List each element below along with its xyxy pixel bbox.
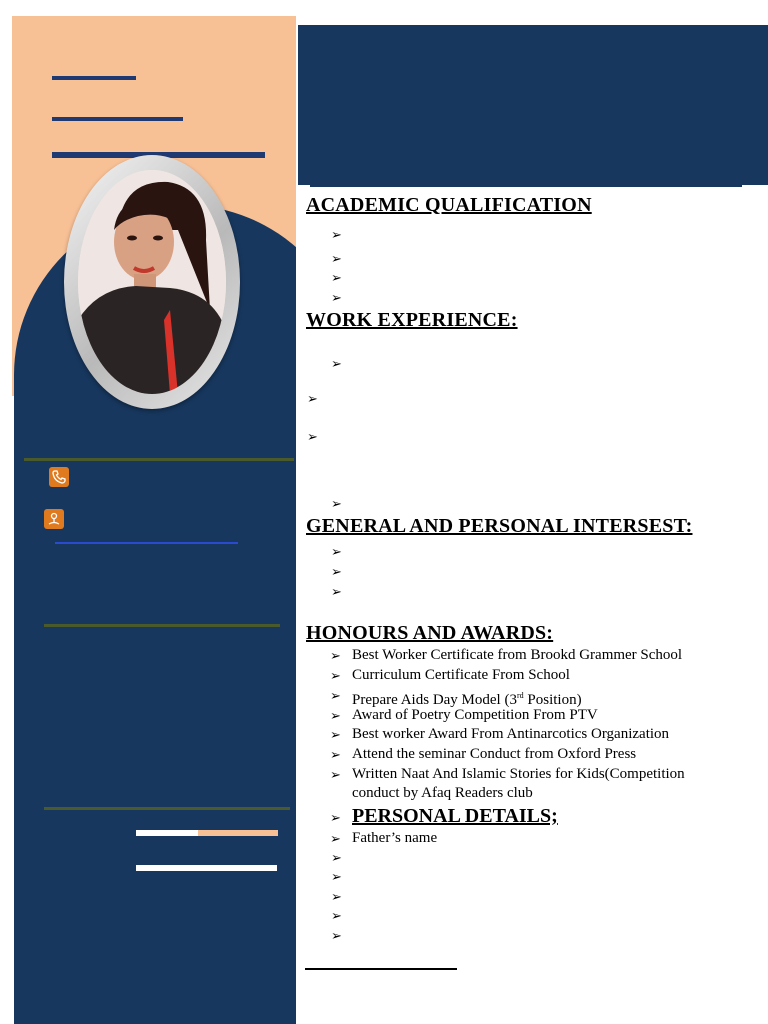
section-title-honours: HONOURS AND AWARDS:: [306, 622, 554, 644]
honours-item: ➢ Written Naat And Islamic Stories for Kids(Competition: [330, 766, 685, 782]
honours-item: ➢ Curriculum Certificate From School: [330, 667, 570, 683]
skill-bar-1-rest: [198, 830, 278, 836]
personal-heading: ➢ PERSONAL DETAILS;: [330, 805, 558, 827]
honours-item: ➢ Best worker Award From Antinarcotics Organization: [330, 726, 670, 742]
work-bullet: ➢: [331, 356, 342, 371]
location-icon: [44, 509, 64, 529]
work-bullet: ➢: [307, 391, 318, 406]
skill-bar-1-fill: [136, 830, 198, 836]
sidebar-navy-panel: [14, 405, 296, 1024]
honours-item: ➢ Best Worker Certificate from Brookd Grammer School: [330, 647, 683, 663]
sidebar-divider-2: [44, 624, 280, 627]
name-line-1: [52, 76, 136, 80]
interests-bullet: ➢: [331, 584, 342, 599]
contact-link-underline[interactable]: [55, 542, 238, 544]
section-title-academic: ACADEMIC QUALIFICATION: [306, 194, 592, 216]
academic-bullet: ➢: [331, 290, 342, 305]
honours-item: ➢ Attend the seminar Conduct from Oxford Press: [330, 746, 637, 762]
academic-bullet: ➢: [331, 227, 342, 242]
phone-icon: [49, 467, 69, 487]
academic-bullet: ➢: [331, 251, 342, 266]
honours-item: ➢ Award of Poetry Competition From PTV: [330, 707, 598, 723]
section-title-interests: GENERAL AND PERSONAL INTERSEST:: [306, 515, 693, 537]
portrait-illustration: [78, 170, 226, 394]
personal-bullet: ➢: [331, 850, 342, 865]
academic-bullet: ➢: [331, 270, 342, 285]
header-band: [298, 25, 768, 185]
work-bullet: ➢: [331, 496, 342, 511]
header-band-underline: [310, 175, 742, 187]
sidebar-divider-1: [24, 458, 294, 461]
profile-photo: [78, 170, 226, 394]
personal-bullet: ➢: [331, 908, 342, 923]
signature-line: [305, 968, 457, 970]
honours-item: ➢ Prepare Aids Day Model (3rd Position): [330, 688, 582, 708]
interests-bullet: ➢: [331, 564, 342, 579]
sidebar-divider-3: [44, 807, 290, 810]
section-title-work: WORK EXPERIENCE:: [306, 309, 518, 331]
honours-item-continuation: conduct by Afaq Readers club: [352, 785, 533, 801]
personal-bullet: ➢: [331, 869, 342, 884]
personal-bullet: ➢: [331, 889, 342, 904]
skill-bar-2-fill: [136, 865, 277, 871]
name-line-2: [52, 117, 183, 121]
interests-bullet: ➢: [331, 544, 342, 559]
personal-item: ➢ Father’s name: [330, 830, 438, 846]
work-bullet: ➢: [307, 429, 318, 444]
personal-bullet: ➢: [331, 928, 342, 943]
